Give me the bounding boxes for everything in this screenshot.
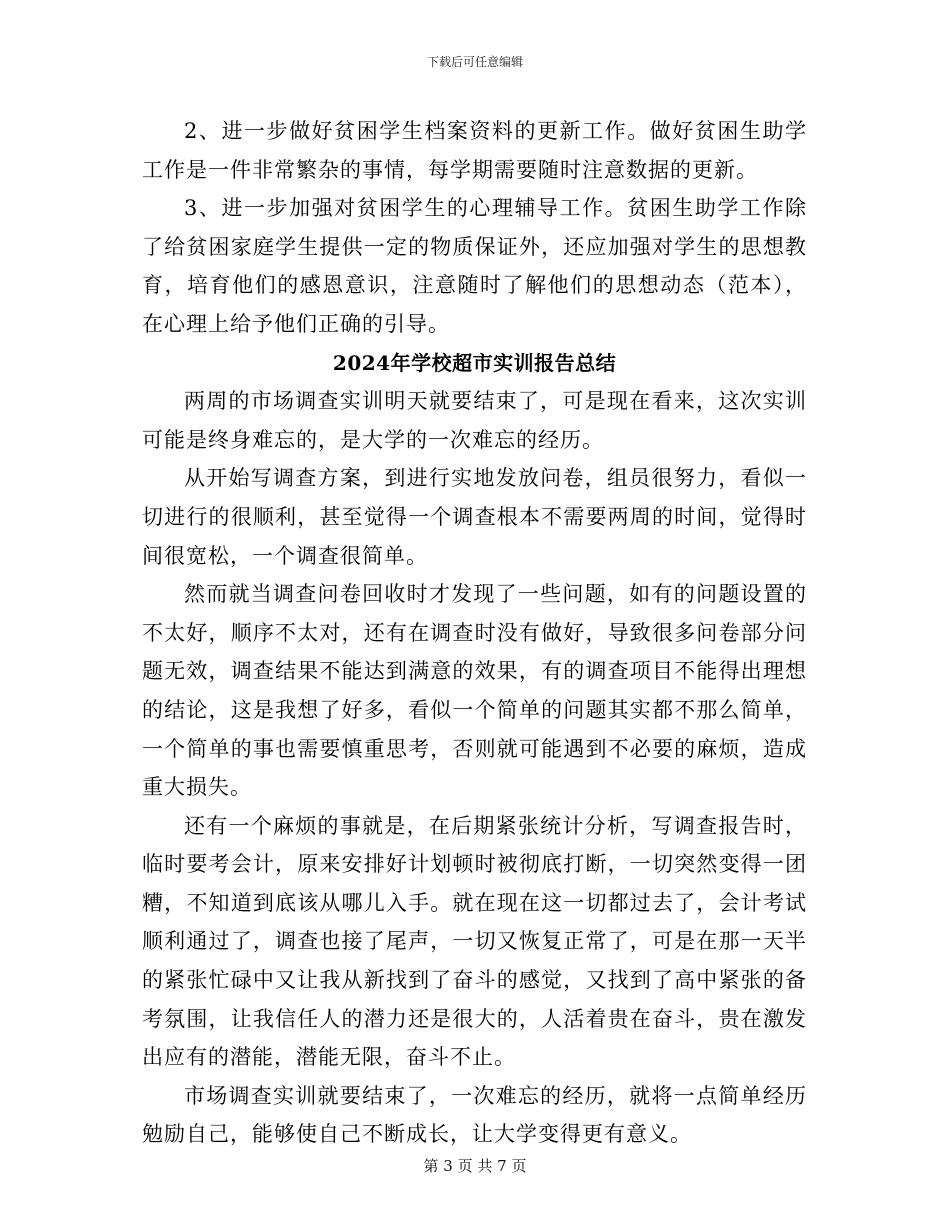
paragraph-archive-update: 2、进一步做好贫困学生档案资料的更新工作。做好贫困生助学工作是一件非常繁杂的事情，每学期需要随时注意数据的更新。: [142, 119, 807, 182]
paragraph-problems: 然而就当调查问卷回收时才发现了一些问题，如有的问题设置的不太好，顺序不太对，还有在调查时没有做好，导致很多问卷部分问题无效，调查结果不能达到满意的效果，有的调查项目不能得出理想的结论，这是我想了好多，看似一个简单的问题其实都不那么简单，一个简单的事也需要慎重思考，否则就可能遇到不必要的麻烦，造成重大损失。: [142, 582, 807, 800]
page-header-note: 下载后可任意编辑: [426, 55, 523, 69]
paragraph-accounting-exam: 还有一个麻烦的事就是，在后期紧张统计分析，写调查报告时，临时要考会计，原来安排好计划顿时被彻底打断，一切突然变得一团糟，不知道到底该从哪儿入手。就在现在这一切都过去了，会计考试顺利通过了，调查也接了尾声，一切又恢复正常了，可是在那一天半的紧张忙碌中又让我从新找到了奋斗的感觉，又找到了高中紧张的备考氛围，让我信任人的潜力还是很大的，人活着贵在奋斗，贵在激发出应有的潜能，潜能无限，奋斗不止。: [142, 813, 807, 1070]
paragraph-intro: 两周的市场调查实训明天就要结束了，可是现在看来，这次实训可能是终身难忘的，是大学的一次难忘的经历。: [142, 389, 807, 452]
paragraph-planning: 从开始写调查方案，到进行实地发放问卷，组员很努力，看似一切进行的很顺利，甚至觉得一个调查根本不需要两周的时间，觉得时间很宽松，一个调查很简单。: [142, 466, 807, 568]
section-heading: 2024年学校超市实训报告总结: [332, 350, 617, 375]
document-body: [142, 112, 807, 1154]
page-number: 第 3 页 共 7 页: [423, 1157, 527, 1175]
paragraph-conclusion: 市场调查实训就要结束了，一次难忘的经历，就将一点简单经历勉励自己，能够使自己不断成长，让大学变得更有意义。: [142, 1083, 807, 1147]
paragraph-psych-counseling: 3、进一步加强对贫困学生的心理辅导工作。贫困生助学工作除了给贫困家庭学生提供一定的物质保证外，还应加强对学生的思想教育，培育他们的感恩意识，注意随时了解他们的思想动态（范本），在心理上给予他们正确的引导。: [142, 196, 807, 336]
